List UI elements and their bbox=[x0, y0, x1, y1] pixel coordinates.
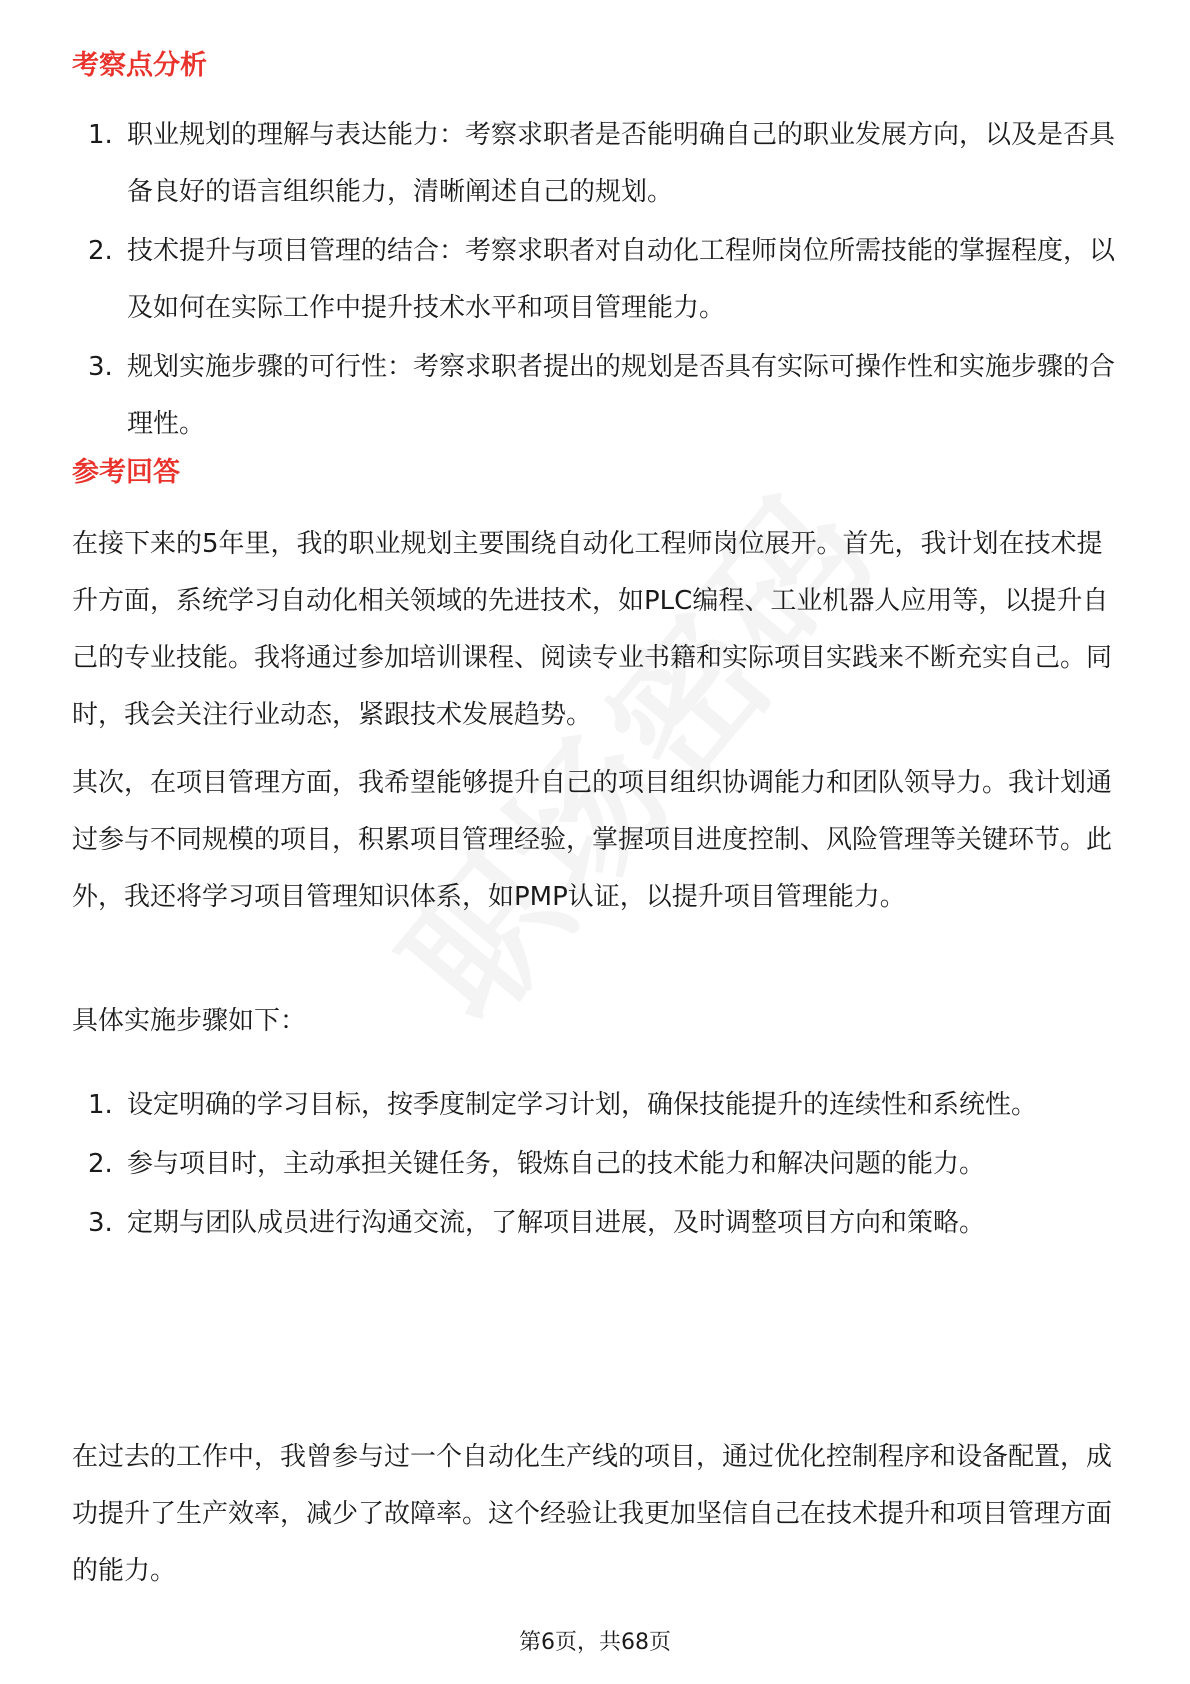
list-item-text: 设定明确的学习目标，按季度制定学习计划，确保技能提升的连续性和系统性。 bbox=[127, 1090, 1038, 1120]
answer-paragraph-1: 在接下来的5年里，我的职业规划主要围绕自动化工程师岗位展开。首先，我计划在技术提升方面，系统学习自动化相关领域的先进技术，如PLC编程、工业机器人应用等，以提升自己的专业技能。我将通过参加培训课程、阅读专业书籍和实际项目实践来不断充实自己。同时，我会关注行业动态，紧跟技术发展趋势。 bbox=[72, 529, 1113, 730]
list-item bbox=[72, 107, 1120, 221]
list-number: 1. bbox=[88, 120, 113, 150]
list-number: 1. bbox=[88, 1090, 113, 1120]
list-item bbox=[72, 1195, 1120, 1252]
answer-paragraph-3: 具体实施步骤如下： bbox=[72, 1006, 307, 1036]
analysis-list bbox=[72, 107, 1120, 455]
section-heading-analysis: 考察点分析 bbox=[72, 50, 207, 81]
list-item bbox=[72, 339, 1120, 453]
list-item-text: 规划实施步骤的可行性：考察求职者提出的规划是否具有实际可操作性和实施步骤的合理性。 bbox=[127, 352, 1116, 439]
list-item bbox=[72, 1077, 1120, 1134]
list-number: 2. bbox=[88, 236, 113, 266]
answer-paragraph-4: 在过去的工作中，我曾参与过一个自动化生产线的项目，通过优化控制程序和设备配置，成功提升了生产效率，减少了故障率。这个经验让我更加坚信自己在技术提升和项目管理方面的能力。 bbox=[72, 1442, 1113, 1586]
page-number: 第6页，共68页 bbox=[519, 1630, 671, 1655]
list-item bbox=[72, 1136, 1120, 1193]
list-number: 2. bbox=[88, 1149, 113, 1179]
list-item bbox=[72, 223, 1120, 337]
list-item-text: 参与项目时，主动承担关键任务，锻炼自己的技术能力和解决问题的能力。 bbox=[127, 1149, 986, 1179]
answer-paragraph-2: 其次，在项目管理方面，我希望能够提升自己的项目组织协调能力和团队领导力。我计划通过参与不同规模的项目，积累项目管理经验，掌握项目进度控制、风险管理等关键环节。此外，我还将学习项目管理知识体系，如PMP认证，以提升项目管理能力。 bbox=[72, 768, 1113, 912]
list-item-text: 定期与团队成员进行沟通交流，了解项目进展，及时调整项目方向和策略。 bbox=[127, 1208, 986, 1238]
section-heading-answer: 参考回答 bbox=[72, 457, 180, 488]
list-item-text: 职业规划的理解与表达能力：考察求职者是否能明确自己的职业发展方向，以及是否具备良好的语言组织能力，清晰阐述自己的规划。 bbox=[127, 120, 1116, 207]
steps-list bbox=[72, 1077, 1120, 1254]
list-number: 3. bbox=[88, 1208, 113, 1238]
list-item-text: 技术提升与项目管理的结合：考察求职者对自动化工程师岗位所需技能的掌握程度，以及如何在实际工作中提升技术水平和项目管理能力。 bbox=[127, 236, 1116, 323]
list-number: 3. bbox=[88, 352, 113, 382]
